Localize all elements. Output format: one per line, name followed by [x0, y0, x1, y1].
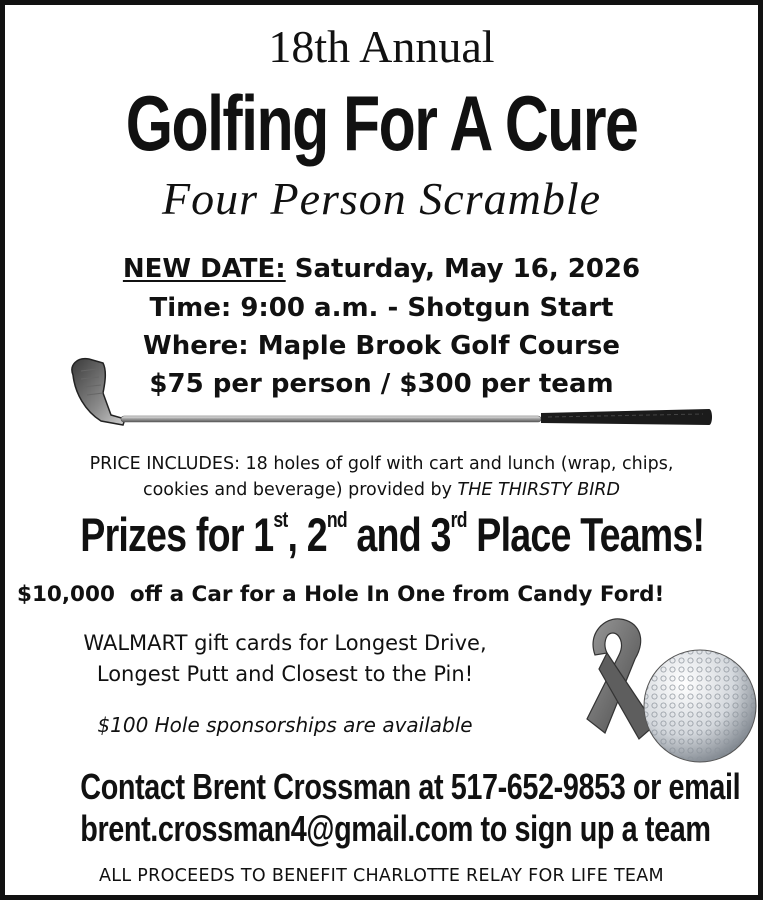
walmart-line1: WALMART gift cards for Longest Drive,	[83, 631, 487, 655]
prizes-heading	[80, 507, 705, 563]
hole-in-one-offer: $10,000 off a Car for a Hole In One from Candy Ford!	[17, 582, 665, 607]
event-time: Time: 9:00 a.m. - Shotgun Start	[149, 293, 614, 323]
date-value: Saturday, May 16, 2026	[285, 254, 641, 284]
contact-line1: Contact Brent Crossman at 517-652-9853 or email	[80, 766, 741, 807]
event-location: Where: Maple Brook Golf Course	[143, 331, 620, 361]
price-includes-line2	[5, 477, 758, 503]
prizes-sup-3: rd	[450, 507, 467, 532]
contact-line2: brent.crossman4@gmail.com to sign up a team	[80, 808, 711, 849]
prizes-text-2: , 2	[287, 508, 327, 561]
sponsorship-note: $100 Hole sponsorships are available	[97, 713, 473, 737]
event-price: $75 per person / $300 per team	[149, 369, 614, 399]
prizes-text-1: Prizes for 1	[80, 508, 274, 561]
event-kicker: 18th Annual	[268, 21, 495, 72]
event-title: Golfing For A Cure	[125, 79, 638, 167]
golf-club-icon	[63, 353, 713, 433]
golf-ball-icon	[641, 647, 759, 765]
prizes-text-4: Place Teams!	[466, 508, 705, 561]
proceeds-footer: ALL PROCEEDS TO BENEFIT CHARLOTTE RELAY FOR LIFE TEAM	[99, 866, 664, 886]
prizes-text-3: and 3	[346, 508, 451, 561]
lunch-sponsor: THE THIRSTY BIRD	[457, 480, 621, 500]
date-label: NEW DATE:	[122, 254, 286, 284]
event-subtitle: Four Person Scramble	[161, 173, 602, 224]
event-date	[5, 250, 758, 288]
price-includes-line1: PRICE INCLUDES: 18 holes of golf with cart and lunch (wrap, chips,	[89, 454, 674, 474]
prizes-sup-2: nd	[326, 507, 347, 532]
includes-prefix: cookies and beverage) provided by	[142, 480, 458, 500]
walmart-line2: Longest Putt and Closest to the Pin!	[96, 662, 474, 686]
prizes-sup-1: st	[273, 507, 288, 532]
